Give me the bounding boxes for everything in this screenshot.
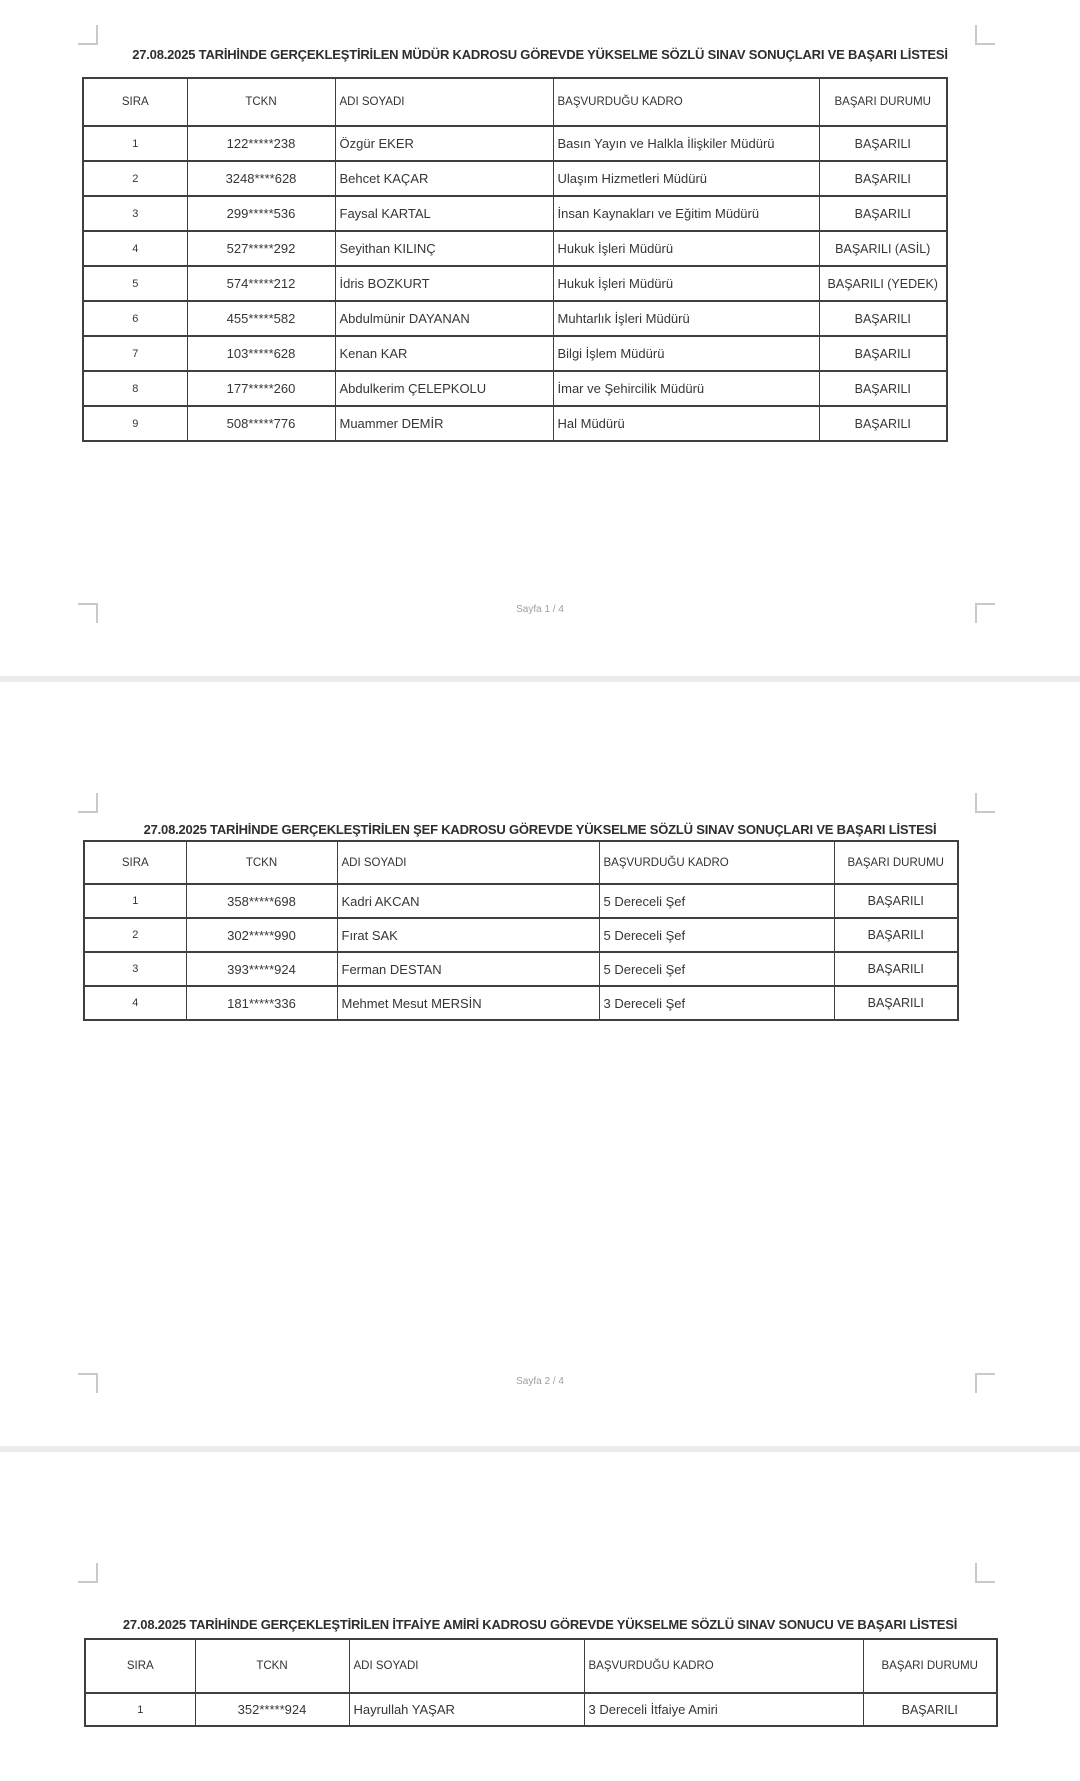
cell-basvurdugu-kadro: Hukuk İşleri Müdürü bbox=[553, 231, 819, 266]
cell-adi-soyadi: Faysal KARTAL bbox=[335, 196, 553, 231]
page-corner-mark-top-right bbox=[975, 1563, 995, 1583]
page-2 bbox=[0, 682, 1080, 1446]
cell-basari-durumu: BAŞARILI bbox=[834, 918, 958, 952]
table-row bbox=[83, 371, 947, 406]
cell-tckn: 177*****260 bbox=[187, 371, 335, 406]
column-header-tckn: TCKN bbox=[186, 841, 337, 884]
cell-basvurdugu-kadro: 5 Dereceli Şef bbox=[599, 952, 834, 986]
page-number: Sayfa 1 / 4 bbox=[516, 604, 564, 615]
table-header-row bbox=[85, 1639, 997, 1693]
column-header-basari-durumu: BAŞARI DURUMU bbox=[863, 1639, 997, 1693]
cell-basvurdugu-kadro: Bilgi İşlem Müdürü bbox=[553, 336, 819, 371]
cell-sira: 7 bbox=[83, 336, 187, 371]
cell-basvurdugu-kadro: İnsan Kaynakları ve Eğitim Müdürü bbox=[553, 196, 819, 231]
page-title: 27.08.2025 TARİHİNDE GERÇEKLEŞTİRİLEN MÜDÜR KADROSU GÖREVDE YÜKSELME SÖZLÜ SINAV SONUÇLARI VE BAŞARI LİSTESİ bbox=[132, 46, 948, 62]
page-number: Sayfa 2 / 4 bbox=[516, 1376, 564, 1387]
cell-adi-soyadi: Muammer DEMİR bbox=[335, 406, 553, 441]
cell-adi-soyadi: Kenan KAR bbox=[335, 336, 553, 371]
column-header-basvurdugu-kadro: BAŞVURDUĞU KADRO bbox=[599, 841, 834, 884]
page-corner-mark-top-right bbox=[975, 793, 995, 813]
cell-adi-soyadi: Fırat SAK bbox=[337, 918, 599, 952]
cell-basari-durumu: BAŞARILI bbox=[834, 952, 958, 986]
cell-basari-durumu: BAŞARILI bbox=[819, 406, 947, 441]
cell-adi-soyadi: Mehmet Mesut MERSİN bbox=[337, 986, 599, 1020]
cell-sira: 4 bbox=[84, 986, 186, 1020]
cell-basari-durumu: BAŞARILI bbox=[819, 301, 947, 336]
column-header-basari-durumu: BAŞARI DURUMU bbox=[819, 78, 947, 126]
cell-tckn: 455*****582 bbox=[187, 301, 335, 336]
page-corner-mark-bottom-right bbox=[975, 1373, 995, 1393]
cell-tckn: 508*****776 bbox=[187, 406, 335, 441]
page-corner-mark-top-left bbox=[78, 25, 98, 45]
cell-basari-durumu: BAŞARILI bbox=[819, 161, 947, 196]
table-row bbox=[83, 161, 947, 196]
page-title: 27.08.2025 TARİHİNDE GERÇEKLEŞTİRİLEN İTFAİYE AMİRİ KADROSU GÖREVDE YÜKSELME SÖZLÜ SINAV SONUCU VE BAŞARI LİSTESİ bbox=[122, 1616, 958, 1632]
column-header-sira: SIRA bbox=[85, 1639, 195, 1693]
cell-tckn: 122*****238 bbox=[187, 126, 335, 161]
column-header-adi-soyadi: ADI SOYADI bbox=[337, 841, 599, 884]
cell-sira: 1 bbox=[84, 884, 186, 918]
cell-basari-durumu: BAŞARILI bbox=[819, 336, 947, 371]
table-row bbox=[84, 918, 958, 952]
cell-sira: 3 bbox=[84, 952, 186, 986]
cell-sira: 2 bbox=[83, 161, 187, 196]
cell-basari-durumu: BAŞARILI bbox=[834, 986, 958, 1020]
page-corner-mark-bottom-right bbox=[975, 603, 995, 623]
page-3 bbox=[0, 1452, 1080, 1781]
results-table-sef bbox=[83, 840, 959, 1021]
page-corner-mark-bottom-left bbox=[78, 603, 98, 623]
cell-adi-soyadi: Kadri AKCAN bbox=[337, 884, 599, 918]
column-header-sira: SIRA bbox=[83, 78, 187, 126]
table-row bbox=[83, 231, 947, 266]
table-row bbox=[83, 406, 947, 441]
results-table-itfaiye-amiri bbox=[84, 1638, 998, 1727]
cell-tckn: 574*****212 bbox=[187, 266, 335, 301]
table-row bbox=[85, 1693, 997, 1726]
cell-basari-durumu: BAŞARILI (ASİL) bbox=[819, 231, 947, 266]
cell-tckn: 527*****292 bbox=[187, 231, 335, 266]
cell-adi-soyadi: Hayrullah YAŞAR bbox=[349, 1693, 584, 1726]
cell-sira: 6 bbox=[83, 301, 187, 336]
page-corner-mark-top-left bbox=[78, 1563, 98, 1583]
cell-sira: 3 bbox=[83, 196, 187, 231]
column-header-basvurdugu-kadro: BAŞVURDUĞU KADRO bbox=[553, 78, 819, 126]
table-row bbox=[84, 884, 958, 918]
page-1 bbox=[0, 0, 1080, 676]
cell-tckn: 393*****924 bbox=[186, 952, 337, 986]
cell-sira: 5 bbox=[83, 266, 187, 301]
cell-basari-durumu: BAŞARILI bbox=[819, 371, 947, 406]
table-row bbox=[83, 126, 947, 161]
table-row bbox=[83, 266, 947, 301]
cell-basari-durumu: BAŞARILI bbox=[819, 126, 947, 161]
cell-basvurdugu-kadro: 5 Dereceli Şef bbox=[599, 918, 834, 952]
column-header-adi-soyadi: ADI SOYADI bbox=[335, 78, 553, 126]
cell-basari-durumu: BAŞARILI bbox=[863, 1693, 997, 1726]
cell-sira: 8 bbox=[83, 371, 187, 406]
cell-adi-soyadi: Abdulmünir DAYANAN bbox=[335, 301, 553, 336]
page-corner-mark-top-right bbox=[975, 25, 995, 45]
cell-sira: 2 bbox=[84, 918, 186, 952]
page-title: 27.08.2025 TARİHİNDE GERÇEKLEŞTİRİLEN ŞEF KADROSU GÖREVDE YÜKSELME SÖZLÜ SINAV SONUÇLARI VE BAŞARI LİSTESİ bbox=[143, 821, 937, 837]
cell-adi-soyadi: Seyithan KILINÇ bbox=[335, 231, 553, 266]
cell-basvurdugu-kadro: 3 Dereceli İtfaiye Amiri bbox=[584, 1693, 863, 1726]
column-header-tckn: TCKN bbox=[195, 1639, 349, 1693]
cell-basvurdugu-kadro: Basın Yayın ve Halkla İlişkiler Müdürü bbox=[553, 126, 819, 161]
cell-basari-durumu: BAŞARILI bbox=[819, 196, 947, 231]
page-corner-mark-top-left bbox=[78, 793, 98, 813]
table-row bbox=[83, 301, 947, 336]
cell-basvurdugu-kadro: 3 Dereceli Şef bbox=[599, 986, 834, 1020]
cell-basari-durumu: BAŞARILI bbox=[834, 884, 958, 918]
column-header-basari-durumu: BAŞARI DURUMU bbox=[834, 841, 958, 884]
cell-sira: 1 bbox=[83, 126, 187, 161]
table-row bbox=[83, 196, 947, 231]
table-row bbox=[84, 986, 958, 1020]
column-header-sira: SIRA bbox=[84, 841, 186, 884]
cell-adi-soyadi: Behcet KAÇAR bbox=[335, 161, 553, 196]
cell-tckn: 103*****628 bbox=[187, 336, 335, 371]
cell-tckn: 181*****336 bbox=[186, 986, 337, 1020]
cell-adi-soyadi: Ferman DESTAN bbox=[337, 952, 599, 986]
cell-sira: 4 bbox=[83, 231, 187, 266]
cell-adi-soyadi: Özgür EKER bbox=[335, 126, 553, 161]
cell-basvurdugu-kadro: Hukuk İşleri Müdürü bbox=[553, 266, 819, 301]
cell-basari-durumu: BAŞARILI (YEDEK) bbox=[819, 266, 947, 301]
page-corner-mark-bottom-left bbox=[78, 1373, 98, 1393]
cell-basvurdugu-kadro: İmar ve Şehircilik Müdürü bbox=[553, 371, 819, 406]
cell-tckn: 3248****628 bbox=[187, 161, 335, 196]
table-row bbox=[84, 952, 958, 986]
cell-tckn: 302*****990 bbox=[186, 918, 337, 952]
table-row bbox=[83, 336, 947, 371]
cell-basvurdugu-kadro: 5 Dereceli Şef bbox=[599, 884, 834, 918]
cell-sira: 9 bbox=[83, 406, 187, 441]
cell-basvurdugu-kadro: Hal Müdürü bbox=[553, 406, 819, 441]
cell-sira: 1 bbox=[85, 1693, 195, 1726]
cell-basvurdugu-kadro: Muhtarlık İşleri Müdürü bbox=[553, 301, 819, 336]
results-table-mudur bbox=[82, 77, 948, 442]
column-header-basvurdugu-kadro: BAŞVURDUĞU KADRO bbox=[584, 1639, 863, 1693]
cell-tckn: 358*****698 bbox=[186, 884, 337, 918]
cell-adi-soyadi: İdris BOZKURT bbox=[335, 266, 553, 301]
table-header-row bbox=[83, 78, 947, 126]
table-header-row bbox=[84, 841, 958, 884]
cell-tckn: 352*****924 bbox=[195, 1693, 349, 1726]
cell-adi-soyadi: Abdulkerim ÇELEPKOLU bbox=[335, 371, 553, 406]
column-header-adi-soyadi: ADI SOYADI bbox=[349, 1639, 584, 1693]
column-header-tckn: TCKN bbox=[187, 78, 335, 126]
cell-tckn: 299*****536 bbox=[187, 196, 335, 231]
cell-basvurdugu-kadro: Ulaşım Hizmetleri Müdürü bbox=[553, 161, 819, 196]
